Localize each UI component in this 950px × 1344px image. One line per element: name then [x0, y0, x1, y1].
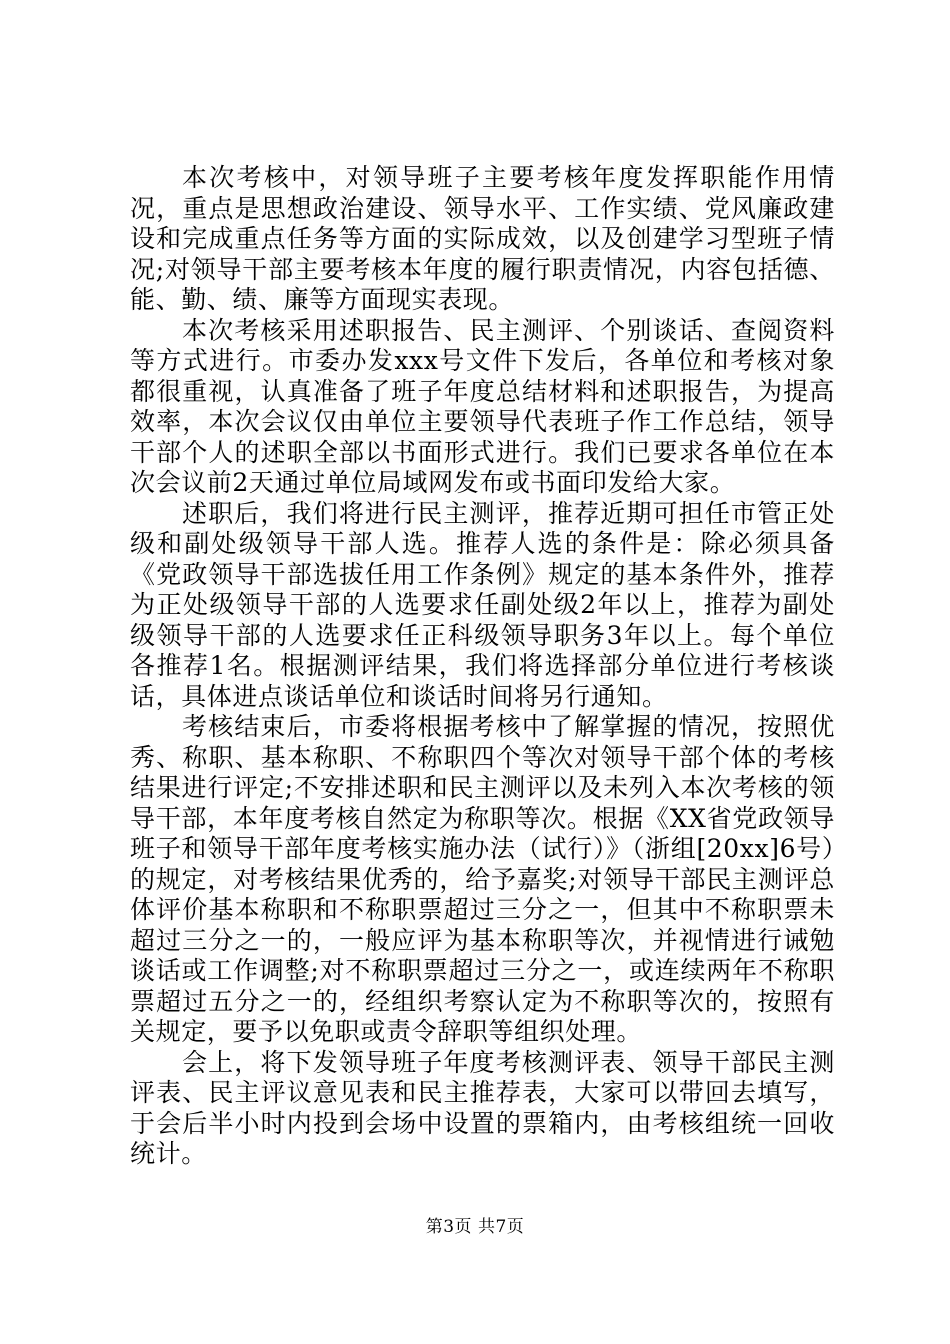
paragraph-assessment-method: 本次考核采用述职报告、民主测评、个别谈话、查阅资料等方式进行。市委办发xxx号文件下发后，各单位和考核对象都很重视，认真准备了班子年度总结材料和述职报告，为提高效率，本次会议仅由单位主要领导代表班子作工作总结，领导干部个人的述职全部以书面形式进行。我们已要求各单位在本次会议前2天通过单位局域网发布或书面印发给大家。 — [130, 315, 835, 497]
paragraph-assessment-content: 本次考核中，对领导班子主要考核年度发挥职能作用情况，重点是思想政治建设、领导水平、工作实绩、党风廉政建设和完成重点任务等方面的实际成效，以及创建学习型班子情况;对领导干部主要考核本年度的履行职责情况，内容包括德、能、勤、绩、廉等方面现实表现。 — [130, 163, 835, 314]
document-body — [130, 163, 835, 1170]
page-number-footer: 第3页 共7页 — [425, 1217, 525, 1237]
paragraph-assessment-results: 考核结束后，市委将根据考核中了解掌握的情况，按照优秀、称职、基本称职、不称职四个等次对领导干部个体的考核结果进行评定;不安排述职和民主测评以及未列入本次考核的领导干部，本年度考核自然定为称职等次。根据《XX省党政领导班子和领导干部年度考核实施办法（试行）》（浙组[20xx]6号）的规定，对考核结果优秀的，给予嘉奖;对领导干部民主测评总体评价基本称职和不称职票超过三分之一，但其中不称职票未超过三分之一的，一般应评为基本称职等次，并视情进行诫勉谈话或工作调整;对不称职票超过三分之一，或连续两年不称职票超过五分之一的，经组织考察认定为不称职等次的，按照有关规定，要予以免职或责令辞职等组织处理。 — [130, 712, 835, 1046]
paragraph-meeting-forms: 会上，将下发领导班子年度考核测评表、领导干部民主测评表、民主评议意见表和民主推荐表，大家可以带回去填写，于会后半小时内投到会场中设置的票箱内，由考核组统一回收统计。 — [130, 1047, 835, 1168]
paragraph-democratic-evaluation: 述职后，我们将进行民主测评，推荐近期可担任市管正处级和副处级领导干部人选。推荐人选的条件是：除必须具备《党政领导干部选拔任用工作条例》规定的基本条件外，推荐为正处级领导干部的人选要求任副处级2年以上，推荐为副处级领导干部的人选要求任正科级领导职务3年以上。每个单位各推荐1名。根据测评结果，我们将选择部分单位进行考核谈话，具体进点谈话单位和谈话时间将另行通知。 — [130, 498, 835, 711]
